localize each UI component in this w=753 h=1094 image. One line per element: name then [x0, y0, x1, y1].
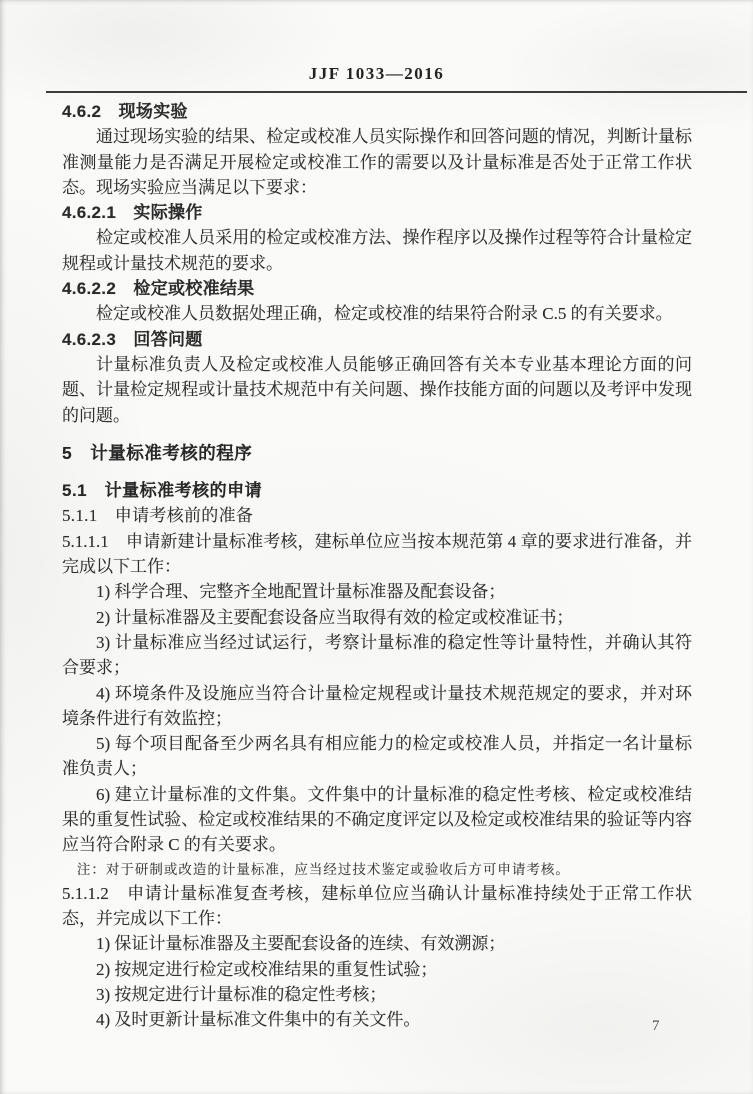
list-item: 5) 每个项目配备至少两名具有相应能力的检定或校准人员，并指定一名计量标准负责人；	[62, 734, 692, 779]
document-header-title: JJF 1033—2016	[308, 64, 445, 83]
heading-5-1-1: 5.1.1 申请考核前的准备	[62, 506, 254, 526]
content	[62, 99, 692, 1032]
list-item: 3) 计量标准应当经过试运行，考察计量标准的稳定性等计量特性，并确认其符合要求；	[62, 632, 692, 678]
paragraph: 计量标准负责人及检定或校准人员能够正确回答有关本专业基本理论方面的问题、计量检定规程或计量技术规范中有关问题、操作技能方面的问题以及考评中发现的问题。	[62, 354, 692, 425]
list-item: 2) 计量标准器及主要配套设备应当取得有效的检定或校准证书；	[96, 607, 574, 627]
list-item: 1) 科学合理、完整齐全地配置计量标准器及配套设备；	[96, 582, 506, 602]
list-item: 4) 及时更新计量标准文件集中的有关文件。	[96, 1010, 421, 1030]
list-item: 2) 按规定进行检定或校准结果的重复性试验；	[96, 959, 438, 979]
heading-4-6-2: 4.6.2 现场实验	[62, 102, 188, 121]
heading-5: 5 计量标准考核的程序	[62, 442, 253, 463]
list-item: 4) 环境条件及设施应当符合计量检定规程或计量技术规范规定的要求，并对环境条件进行有效监控；	[62, 683, 692, 728]
header-rule	[46, 91, 747, 93]
paragraph: 5.1.1.1 申请新建计量标准考核，建标单位应当按本规范第 4 章的要求进行准备，并完成以下工作：	[62, 531, 692, 577]
heading-4-6-2-1: 4.6.2.1 实际操作	[62, 203, 203, 223]
heading-5-1: 5.1 计量标准考核的申请	[62, 481, 263, 501]
page-number: 7	[652, 1018, 660, 1034]
heading-4-6-2-2: 4.6.2.2 检定或校准结果	[62, 279, 255, 299]
paragraph: 通过现场实验的结果、检定或校准人员实际操作和回答问题的情况，判断计量标准测量能力是否满足开展检定或校准工作的需要以及计量标准是否处于正常工作状态。现场实验应当满足以下要求：	[62, 127, 692, 197]
paragraph: 检定或校准人员采用的检定或校准方法、操作程序以及操作过程等符合计量检定规程或计量技术规范的要求。	[62, 228, 692, 273]
note: 注：对于研制或改造的计量标准，应当经过技术鉴定或验收后方可申请考核。	[76, 861, 570, 877]
list-item: 6) 建立计量标准的文件集。文件集中的计量标准的稳定性考核、检定或校准结果的重复性试验、检定或校准结果的不确定度评定以及检定或校准结果的验证等内容应当符合附录 C 的有关要求。	[62, 784, 692, 855]
list-item: 1) 保证计量标准器及主要配套设备的连续、有效溯源；	[96, 934, 506, 954]
heading-4-6-2-3: 4.6.2.3 回答问题	[62, 329, 203, 349]
paragraph: 检定或校准人员数据处理正确，检定或校准的结果符合附录 C.5 的有关要求。	[96, 304, 673, 324]
paragraph: 5.1.1.2 申请计量标准复查考核，建标单位应当确认计量标准持续处于正常工作状态，并完成以下工作：	[62, 883, 692, 928]
list-item: 3) 按规定进行计量标准的稳定性考核；	[96, 984, 387, 1004]
